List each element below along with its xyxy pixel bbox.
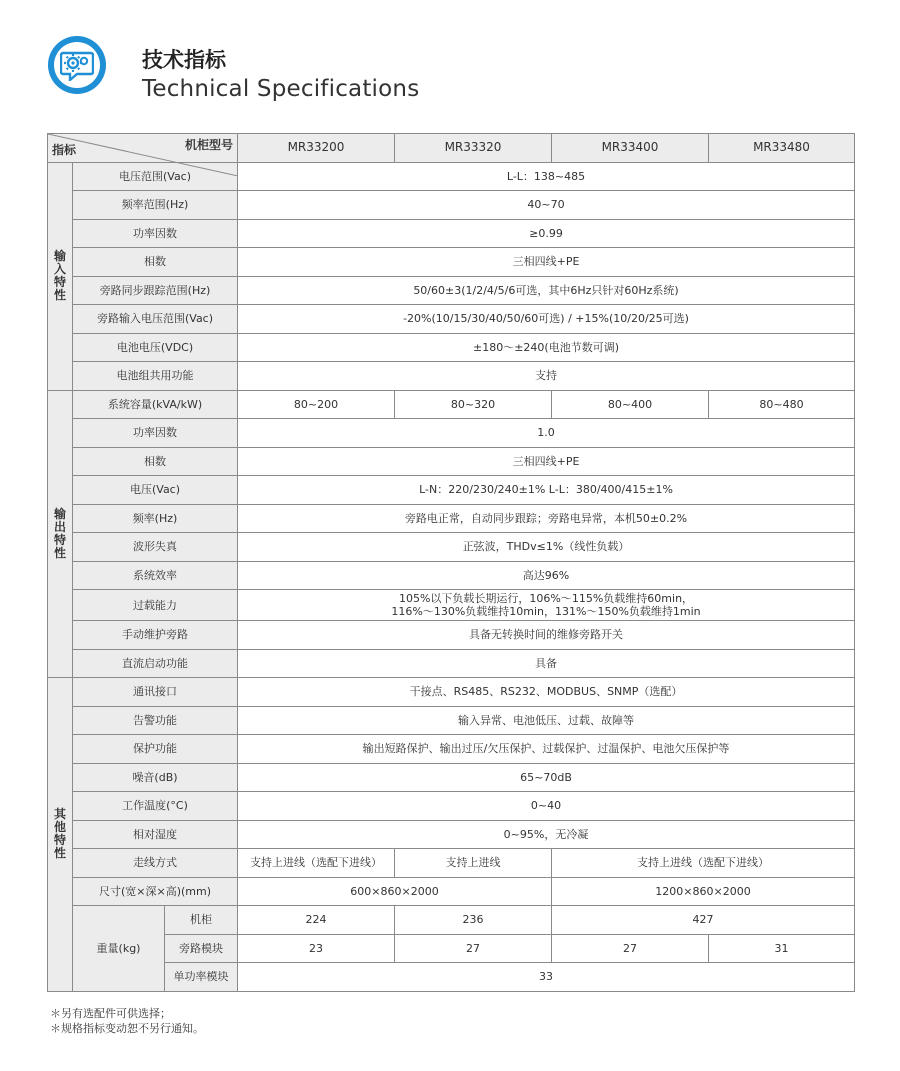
row-value: 具备: [238, 649, 855, 678]
group-char: 特: [53, 275, 66, 289]
row-value: 80~400: [552, 390, 709, 419]
row-value: 236: [395, 906, 552, 935]
row-value: 65~70dB: [238, 763, 855, 792]
row-value: 三相四线+PE: [238, 447, 855, 476]
table-row: [48, 219, 855, 248]
table-row: [48, 191, 855, 220]
table-row: [48, 763, 855, 792]
row-label: 手动维护旁路: [73, 621, 238, 650]
group-output-label: [48, 390, 73, 678]
row-value: 三相四线+PE: [238, 248, 855, 277]
row-value: 支持上进线（选配下进线）: [238, 849, 395, 878]
row-label: 相对湿度: [73, 820, 238, 849]
table-row: [48, 678, 855, 707]
row-label: 系统容量(kVA/kW): [73, 390, 238, 419]
row-value: 23: [238, 934, 395, 963]
row-label: 频率范围(Hz): [73, 191, 238, 220]
header-row: [48, 134, 855, 163]
row-value: 输出短路保护、输出过压/欠压保护、过载保护、过温保护、电池欠压保护等: [238, 735, 855, 764]
row-label: 尺寸(宽×深×高)(mm): [73, 877, 238, 906]
row-value: 0~95%，无冷凝: [238, 820, 855, 849]
title-english: Technical Specifications: [142, 76, 420, 102]
table-row: [48, 333, 855, 362]
row-value: ≥0.99: [238, 219, 855, 248]
group-char: 他: [53, 820, 66, 835]
row-value: 支持: [238, 362, 855, 391]
row-value: L-N：220/230/240±1% L-L：380/400/415±1%: [238, 476, 855, 505]
model-header: MR33320: [395, 134, 552, 163]
row-value: L-L：138~485: [238, 162, 855, 191]
table-row: [48, 590, 855, 621]
group-char: 出: [53, 519, 66, 534]
table-row: [48, 649, 855, 678]
row-value: 干接点、RS485、RS232、MODBUS、SNMP（选配）: [238, 678, 855, 707]
table-row: [48, 706, 855, 735]
group-char: 输: [53, 506, 66, 521]
table-row: [48, 934, 855, 963]
row-value: 正弦波，THDv≤1%（线性负载）: [238, 533, 855, 562]
sub-label: 旁路模块: [165, 934, 238, 963]
row-label: 电池电压(VDC): [73, 333, 238, 362]
group-other-label: [48, 678, 73, 992]
footnote: ＊另有选配件可供选择；: [50, 1007, 171, 1020]
row-label: 波形失真: [73, 533, 238, 562]
row-label: 过载能力: [73, 590, 238, 621]
row-label: 功率因数: [73, 419, 238, 448]
group-char: 特: [53, 532, 66, 547]
overload-line: 116%～130%负载维持10min，131%～150%负载维持1min: [391, 605, 701, 618]
row-label: 电压范围(Vac): [73, 162, 238, 191]
row-label: 系统效率: [73, 561, 238, 590]
sub-label: 机柜: [165, 906, 238, 935]
row-label: 通讯接口: [73, 678, 238, 707]
table-row: [48, 792, 855, 821]
row-value: 27: [552, 934, 709, 963]
corner-cell: [48, 134, 238, 163]
model-header: MR33480: [709, 134, 855, 163]
spec-table: [47, 133, 855, 992]
row-label: 电压(Vac): [73, 476, 238, 505]
row-label: 旁路输入电压范围(Vac): [73, 305, 238, 334]
table-row: [48, 419, 855, 448]
row-value: 50/60±3(1/2/4/5/6可选，其中6Hz只针对60Hz系统): [238, 276, 855, 305]
group-char: 性: [53, 545, 66, 560]
group-char: 性: [53, 288, 66, 302]
group-char: 输: [53, 249, 66, 263]
row-label: 频率(Hz): [73, 504, 238, 533]
row-value: 80~320: [395, 390, 552, 419]
row-value: ±180～±240(电池节数可调): [238, 333, 855, 362]
row-label: 工作温度(°C): [73, 792, 238, 821]
table-row: [48, 963, 855, 992]
table-row: [48, 735, 855, 764]
spec-logo: [48, 36, 106, 94]
row-value: 高达96%: [238, 561, 855, 590]
table-row: [48, 849, 855, 878]
table-row: [48, 877, 855, 906]
row-label: 告警功能: [73, 706, 238, 735]
table-row: [48, 820, 855, 849]
row-value: 33: [238, 963, 855, 992]
table-row: [48, 362, 855, 391]
row-value: 支持上进线: [395, 849, 552, 878]
row-label: 直流启动功能: [73, 649, 238, 678]
table-row: [48, 305, 855, 334]
table-row: [48, 248, 855, 277]
group-input-label: [48, 162, 73, 390]
row-label: 电池组共用功能: [73, 362, 238, 391]
group-char: 性: [53, 846, 66, 861]
row-label: 走线方式: [73, 849, 238, 878]
footnote: ＊规格指标变动恕不另行通知。: [50, 1022, 204, 1035]
table-row: [48, 447, 855, 476]
group-char: 特: [53, 833, 66, 848]
table-row: [48, 621, 855, 650]
row-value: 427: [552, 906, 855, 935]
gear-chat-icon: [60, 49, 94, 81]
row-value: 支持上进线（选配下进线）: [552, 849, 855, 878]
row-label: 相数: [73, 447, 238, 476]
table-row: [48, 561, 855, 590]
row-value: 40~70: [238, 191, 855, 220]
row-value: 1200×860×2000: [552, 877, 855, 906]
row-value: 旁路电正常，自动同步跟踪；旁路电异常，本机50±0.2%: [238, 504, 855, 533]
row-value: 具备无转换时间的维修旁路开关: [238, 621, 855, 650]
row-value: 80~200: [238, 390, 395, 419]
footnotes: [50, 1006, 204, 1036]
model-header: MR33400: [552, 134, 709, 163]
table-row: [48, 906, 855, 935]
table-row: [48, 390, 855, 419]
table-row: [48, 476, 855, 505]
row-value: -20%(10/15/30/40/50/60可选) / +15%(10/20/25可选): [238, 305, 855, 334]
row-value: 600×860×2000: [238, 877, 552, 906]
row-label: 噪音(dB): [73, 763, 238, 792]
row-value: 80~480: [709, 390, 855, 419]
corner-bottom-label: 指标: [52, 142, 77, 157]
title-chinese: 技术指标: [142, 48, 226, 72]
group-char: 其: [53, 807, 66, 822]
row-value: 31: [709, 934, 855, 963]
row-label: 功率因数: [73, 219, 238, 248]
sub-label: 单功率模块: [165, 963, 238, 992]
table-row: [48, 504, 855, 533]
table-row: [48, 276, 855, 305]
overload-line: 105%以下负载长期运行，106%～115%负载维持60min，: [398, 592, 694, 605]
row-value: 0~40: [238, 792, 855, 821]
row-value: 224: [238, 906, 395, 935]
group-char: 入: [53, 262, 66, 276]
row-label: 保护功能: [73, 735, 238, 764]
corner-top-label: 机柜型号: [185, 138, 234, 152]
row-label: 相数: [73, 248, 238, 277]
row-value-multiline: [238, 590, 855, 621]
model-header: MR33200: [238, 134, 395, 163]
row-label: 重量(kg): [73, 906, 165, 992]
row-label: 旁路同步跟踪范围(Hz): [73, 276, 238, 305]
row-value: 1.0: [238, 419, 855, 448]
row-value: 27: [395, 934, 552, 963]
table-row: [48, 533, 855, 562]
row-value: 输入异常、电池低压、过载、故障等: [238, 706, 855, 735]
